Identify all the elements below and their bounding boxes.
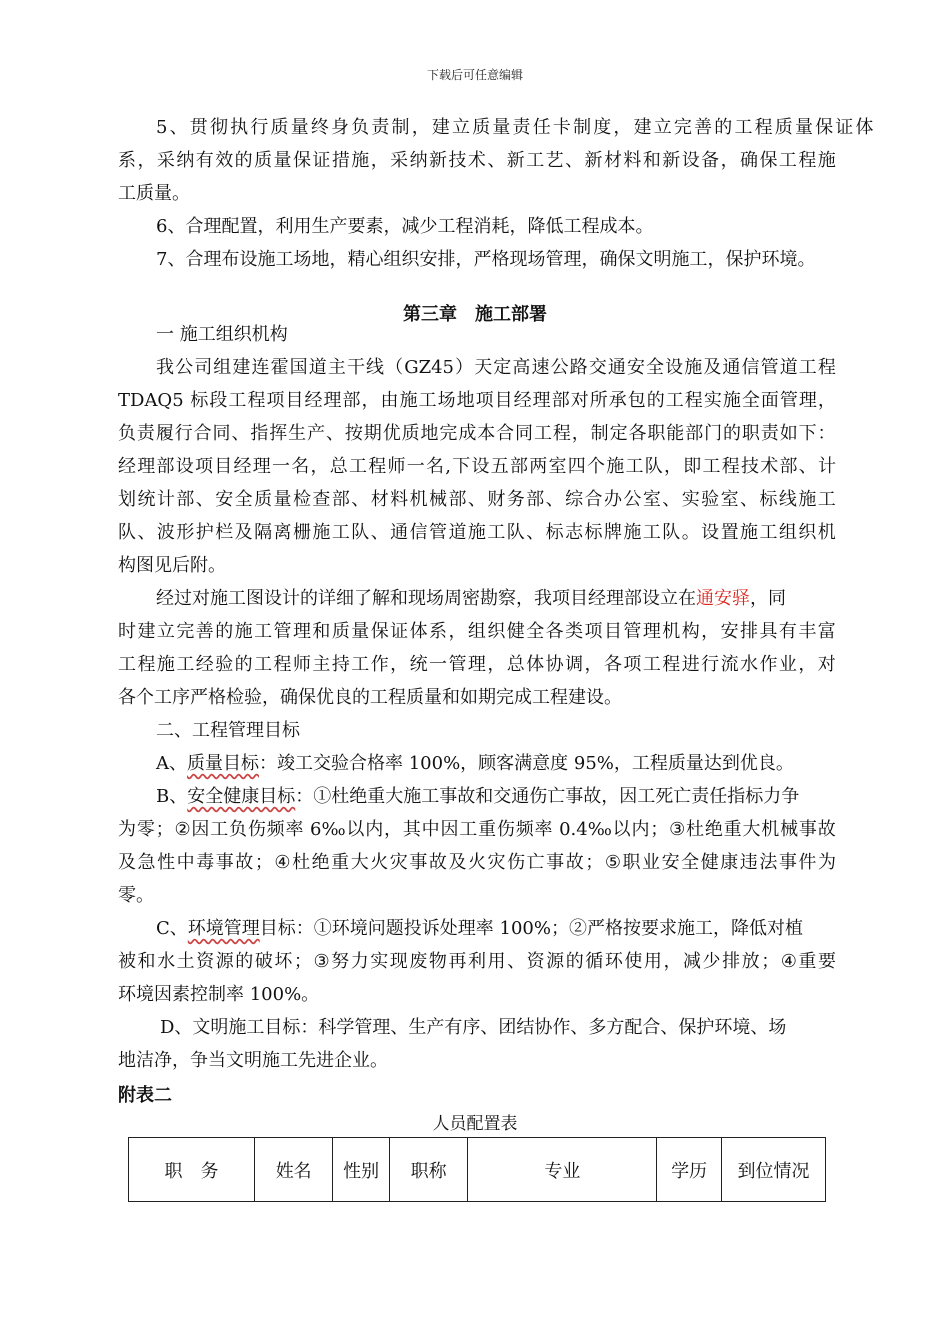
header-education: 学历	[657, 1138, 722, 1202]
survey-line-1: 经过对施工图设计的详细了解和现场周密勘察，我项目经理部设立在通安驿，同	[156, 588, 786, 609]
header-specialty: 专业	[468, 1138, 657, 1202]
org-line-4: 经 理 部 设 项 目 经 理 一 名 ， 总 工 程 师 一 名 , 下 设 五 部 两 室 四 个 施 工 队 ， 即 工 程 技 术 部 、 计	[118, 456, 836, 477]
staff-table	[128, 1137, 826, 1202]
survey-line-3: 工 程 施 工 经 验 的 工 程 师 主 持 工 作 ， 统 一 管 理 ， 总 体 协 调 ， 各 项 工 程 进 行 流 水 作 业 ， 对	[118, 654, 836, 675]
header-title: 职称	[389, 1138, 467, 1202]
goal-c-line-3: 环境因素控制率 100%。	[118, 984, 320, 1005]
goal-b-line-3: 及 急 性 中 毒 事 故 ； ④ 杜 绝 重 大 火 灾 事 故 及 火 灾 伤 亡 事 故 ； ⑤ 职 业 安 全 健 康 违 法 事 件 为	[118, 852, 836, 873]
org-line-7: 构图见后附。	[118, 555, 226, 576]
section-1-heading: 一 施工组织机构	[156, 324, 288, 345]
header-name: 姓名	[255, 1138, 333, 1202]
header-position: 职 务	[129, 1138, 255, 1202]
goal-b-line-2: 为 零 ； ② 因 工 负 伤 频 率 6‰ 以 内 ， 其 中 因 工 重 伤 频 率 0.4‰ 以 内 ； ③ 杜 绝 重 大 机 械 事 故	[118, 819, 836, 840]
paragraph-5-line-2: 系 ， 采 纳 有 效 的 质 量 保 证 措 施 ， 采 纳 新 技 术 、 新 工 艺 、 新 材 料 和 新 设 备 ， 确 保 工 程 施	[118, 150, 836, 171]
org-line-2: TDAQ5 标 段 工 程 项 目 经 理 部 ， 由 施 工 场 地 项 目 经 理 部 对 所 承 包 的 工 程 实 施 全 面 管 理 ，	[118, 390, 836, 411]
goal-c-line-2: 被 和 水 土 资 源 的 破 坏 ； ③ 努 力 实 现 废 物 再 利 用 、 资 源 的 循 环 使 用 ， 减 少 排 放 ； ④ 重 要	[118, 951, 836, 972]
survey-line-4: 各个工序严格检验，确保优良的工程质量和如期完成工程建设。	[118, 687, 622, 708]
paragraph-5-line-1: 5 、 贯 彻 执 行 质 量 终 身 负 责 制 ， 建 立 质 量 责 任 卡 制 度 ， 建 立 完 善 的 工 程 质 量 保 证 体	[156, 117, 874, 138]
table-caption: 人员配置表	[432, 1114, 518, 1134]
org-line-6: 队 、 波 形 护 栏 及 隔 离 栅 施 工 队 、 通 信 管 道 施 工 队 、 标 志 标 牌 施 工 队 。 设 置 施 工 组 织 机	[118, 522, 836, 543]
paragraph-5-line-3: 工质量。	[118, 183, 190, 204]
org-line-5: 划 统 计 部 、 安 全 质 量 检 查 部 、 材 料 机 械 部 、 财 务 部 、 综 合 办 公 室 、 实 验 室 、 标 线 施 工	[118, 489, 836, 510]
paragraph-6: 6、合理配置，利用生产要素，减少工程消耗，降低工程成本。	[156, 216, 654, 237]
goal-d-line-2: 地洁净，争当文明施工先进企业。	[118, 1050, 388, 1071]
chapter-title: 第三章 施工部署	[403, 304, 547, 325]
paragraph-7: 7、合理布设施工场地，精心组织安排，严格现场管理，确保文明施工，保护环境。	[156, 249, 816, 270]
location-highlight: 通安驿	[696, 588, 750, 609]
goal-d-line-1: D、文明施工目标：科学管理、生产有序、团结协作、多方配合、保护环境、场	[160, 1017, 787, 1038]
goal-b-line-1: B、安全健康目标：①杜绝重大施工事故和交通伤亡事故，因工死亡责任指标力争	[156, 786, 800, 807]
goal-a: A、质量目标：竣工交验合格率 100%，顾客满意度 95%，工程质量达到优良。	[156, 753, 794, 774]
org-line-3: 负 责 履 行 合 同 、 指 挥 生 产 、 按 期 优 质 地 完 成 本 合 同 工 程 ， 制 定 各 职 能 部 门 的 职 责 如 下 ：	[118, 423, 836, 444]
appendix-label: 附表二	[118, 1085, 172, 1106]
table-header-row	[129, 1138, 826, 1202]
goal-c-line-1: C、环境管理目标：①环境问题投诉处理率 100%；②严格按要求施工，降低对植	[156, 918, 803, 939]
section-2-heading: 二、工程管理目标	[156, 720, 300, 741]
survey-line-2: 时 建 立 完 善 的 施 工 管 理 和 质 量 保 证 体 系 ， 组 织 健 全 各 类 项 目 管 理 机 构 ， 安 排 具 有 丰 富	[118, 621, 836, 642]
header-gender: 性别	[333, 1138, 390, 1202]
header-arrival-status: 到位情况	[721, 1138, 825, 1202]
goal-b-line-4: 零。	[118, 885, 154, 906]
page-header: 下载后可任意编辑	[426, 68, 523, 82]
org-line-1: 我 公 司 组 建 连 霍 国 道 主 干 线 （ GZ45 ） 天 定 高 速 公 路 交 通 安 全 设 施 及 通 信 管 道 工 程	[156, 357, 836, 378]
